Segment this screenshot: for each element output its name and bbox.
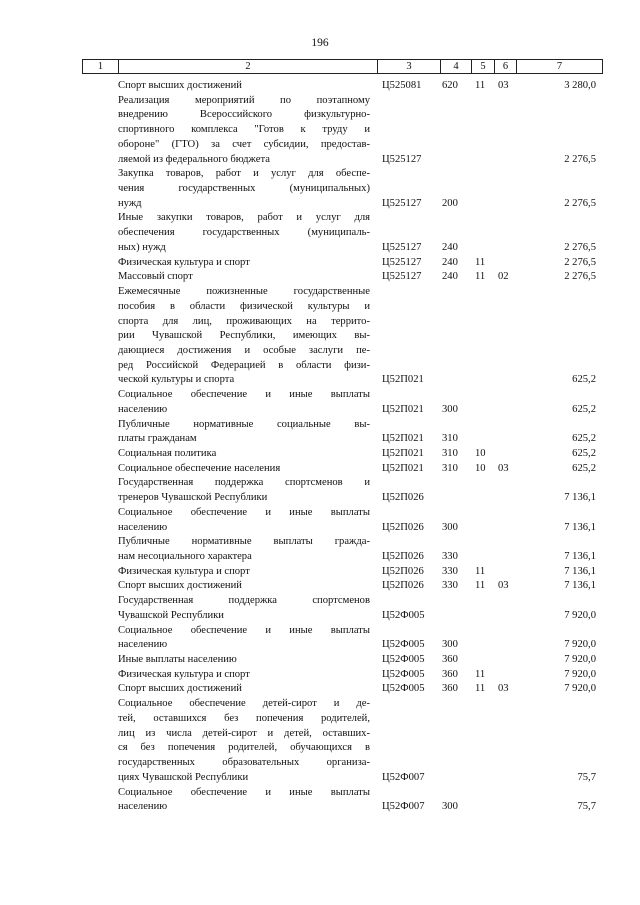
section-code: 10 bbox=[475, 462, 486, 474]
amount: 625,2 bbox=[572, 462, 596, 474]
description-line: ся без попечения родителей, обучающихся в bbox=[118, 742, 370, 754]
row-description bbox=[118, 94, 370, 168]
target-code: Ц52Ф005 bbox=[382, 609, 425, 621]
description-line: Иные закупки товаров, работ и услуг для bbox=[118, 212, 370, 224]
description-line: спортивного комплекса "Готов к труду и bbox=[118, 124, 370, 136]
row-description bbox=[118, 256, 370, 271]
description-line: Спорт высших достижений bbox=[118, 683, 242, 695]
description-line: тей, оставшихся без попечения родителей, bbox=[118, 712, 370, 724]
target-code: Ц52П021 bbox=[382, 447, 424, 459]
amount: 2 276,5 bbox=[564, 197, 596, 209]
target-code: Ц52Ф007 bbox=[382, 771, 425, 783]
row-description bbox=[118, 285, 370, 388]
table-row bbox=[82, 462, 602, 477]
amount: 7 920,0 bbox=[564, 683, 596, 695]
target-code: Ц52Ф005 bbox=[382, 668, 425, 680]
description-line: Публичные нормативные социальные вы- bbox=[118, 418, 370, 430]
section-code: 10 bbox=[475, 447, 486, 459]
description-line: Социальное обеспечение и иные выплаты bbox=[118, 506, 370, 518]
row-description bbox=[118, 270, 370, 285]
description-line: Физическая культура и спорт bbox=[118, 668, 250, 680]
table-row bbox=[82, 653, 602, 668]
row-description bbox=[118, 565, 370, 580]
table-row bbox=[82, 270, 602, 285]
description-line: населению bbox=[118, 801, 168, 813]
table-row bbox=[82, 786, 602, 815]
table-row bbox=[82, 668, 602, 683]
target-code: Ц52П021 bbox=[382, 374, 424, 386]
amount: 7 920,0 bbox=[564, 609, 596, 621]
expense-type: 310 bbox=[442, 447, 458, 459]
amount: 7 136,1 bbox=[564, 565, 596, 577]
description-line: ляемой из федерального бюджета bbox=[118, 153, 270, 165]
row-description bbox=[118, 682, 370, 697]
amount: 7 136,1 bbox=[564, 580, 596, 592]
target-code: Ц52П021 bbox=[382, 462, 424, 474]
amount: 7 136,1 bbox=[564, 492, 596, 504]
expense-type: 330 bbox=[442, 580, 458, 592]
expense-type: 300 bbox=[442, 801, 458, 813]
amount: 625,2 bbox=[572, 374, 596, 386]
description-line: Физическая культура и спорт bbox=[118, 256, 250, 268]
table-row bbox=[82, 697, 602, 785]
description-line: ных) нужд bbox=[118, 241, 166, 253]
expense-type: 330 bbox=[442, 551, 458, 562]
row-description bbox=[118, 462, 370, 477]
expense-type: 330 bbox=[442, 565, 458, 577]
description-line: населению bbox=[118, 639, 168, 651]
description-line: ческой культуры и спорта bbox=[118, 374, 235, 386]
section-code: 11 bbox=[475, 256, 486, 268]
column-header: 7 bbox=[517, 60, 603, 74]
row-description bbox=[118, 167, 370, 211]
table-row bbox=[82, 418, 602, 447]
description-line: Физическая культура и спорт bbox=[118, 565, 250, 577]
expense-type: 310 bbox=[442, 433, 458, 445]
target-code: Ц52П026 bbox=[382, 580, 424, 592]
description-line: циях Чувашской Республики bbox=[118, 771, 249, 783]
description-line: Реализация мероприятий по поэтапному bbox=[118, 94, 370, 106]
expense-type: 360 bbox=[442, 654, 458, 666]
expense-type: 240 bbox=[442, 271, 458, 283]
subsection-code: 03 bbox=[498, 80, 509, 91]
subsection-code: 02 bbox=[498, 271, 509, 283]
table-row bbox=[82, 579, 602, 594]
column-header-row bbox=[83, 60, 603, 74]
description-line: населению bbox=[118, 521, 168, 533]
description-line: Социальное обеспечение и иные выплаты bbox=[118, 786, 370, 798]
section-code: 11 bbox=[475, 668, 486, 680]
target-code: Ц525127 bbox=[382, 241, 422, 253]
amount: 7 136,1 bbox=[564, 551, 596, 562]
budget-table-body bbox=[82, 79, 602, 815]
row-description bbox=[118, 624, 370, 653]
column-header: 3 bbox=[378, 60, 441, 74]
target-code: Ц52П021 bbox=[382, 403, 424, 415]
description-line: нам несоциального характера bbox=[118, 551, 252, 562]
description-line: лиц из числа детей-сирот и детей, оставших- bbox=[118, 727, 370, 739]
target-code: Ц52П026 bbox=[382, 521, 424, 533]
amount: 3 280,0 bbox=[564, 80, 596, 91]
description-line: Закупка товаров, работ и услуг для обеспе- bbox=[118, 168, 370, 180]
amount: 2 276,5 bbox=[564, 153, 596, 165]
description-line: Спорт высших достижений bbox=[118, 80, 242, 91]
amount: 7 136,1 bbox=[564, 521, 596, 533]
target-code: Ц52П026 bbox=[382, 551, 424, 562]
target-code: Ц52Ф005 bbox=[382, 683, 425, 695]
description-line: Социальное обеспечение детей-сирот и де- bbox=[118, 698, 370, 710]
column-header: 6 bbox=[495, 60, 517, 74]
expense-type: 300 bbox=[442, 639, 458, 651]
expense-type: 620 bbox=[442, 80, 458, 91]
expense-type: 310 bbox=[442, 462, 458, 474]
description-line: Государственная поддержка спортсменов bbox=[118, 595, 370, 607]
table-row bbox=[82, 94, 602, 168]
description-line: Спорт высших достижений bbox=[118, 580, 242, 592]
table-row bbox=[82, 476, 602, 505]
column-header: 1 bbox=[83, 60, 119, 74]
table-row bbox=[82, 624, 602, 653]
description-line: тренеров Чувашской Республики bbox=[118, 492, 268, 504]
target-code: Ц52Ф007 bbox=[382, 801, 425, 813]
row-description bbox=[118, 579, 370, 594]
target-code: Ц525127 bbox=[382, 256, 422, 268]
amount: 7 920,0 bbox=[564, 668, 596, 680]
section-code: 11 bbox=[475, 683, 486, 695]
description-line: Социальное обеспечение населения bbox=[118, 462, 281, 474]
description-line: платы гражданам bbox=[118, 433, 197, 445]
column-header: 5 bbox=[472, 60, 495, 74]
description-line: Социальная политика bbox=[118, 447, 217, 459]
row-description bbox=[118, 535, 370, 564]
description-line: обороне" (ГТО) за счет субсидии, предостав- bbox=[118, 138, 370, 150]
subsection-code: 03 bbox=[498, 683, 509, 695]
table-row bbox=[82, 447, 602, 462]
section-code: 11 bbox=[475, 580, 486, 592]
amount: 75,7 bbox=[577, 801, 596, 813]
expense-type: 360 bbox=[442, 683, 458, 695]
amount: 625,2 bbox=[572, 447, 596, 459]
description-line: Публичные нормативные выплаты гражда- bbox=[118, 536, 370, 548]
description-line: спорта для лиц, проживающих на террито- bbox=[118, 315, 370, 327]
row-description bbox=[118, 506, 370, 535]
column-header: 4 bbox=[441, 60, 472, 74]
table-row bbox=[82, 256, 602, 271]
row-description bbox=[118, 786, 370, 815]
row-description bbox=[118, 697, 370, 785]
target-code: Ц52П021 bbox=[382, 433, 424, 445]
table-row bbox=[82, 594, 602, 623]
table-row bbox=[82, 79, 602, 94]
table-row bbox=[82, 535, 602, 564]
page-number: 196 bbox=[311, 37, 329, 49]
column-header-table bbox=[82, 59, 603, 74]
amount: 75,7 bbox=[577, 771, 596, 783]
section-code: 11 bbox=[475, 80, 486, 91]
description-line: обеспечения государственных (муниципаль- bbox=[118, 227, 370, 239]
expense-type: 300 bbox=[442, 403, 458, 415]
table-row bbox=[82, 167, 602, 211]
target-code: Ц52П026 bbox=[382, 565, 424, 577]
description-line: Чувашской Республики bbox=[118, 609, 224, 621]
amount: 2 276,5 bbox=[564, 241, 596, 253]
table-row bbox=[82, 682, 602, 697]
subsection-code: 03 bbox=[498, 580, 509, 592]
amount: 2 276,5 bbox=[564, 256, 596, 268]
table-row bbox=[82, 388, 602, 417]
description-line: Иные выплаты населению bbox=[118, 654, 237, 666]
description-line: дающиеся достижения и особые заслуги пе- bbox=[118, 344, 370, 356]
target-code: Ц525127 bbox=[382, 271, 422, 283]
description-line: Массовый спорт bbox=[118, 271, 193, 283]
row-description bbox=[118, 447, 370, 462]
table-row bbox=[82, 506, 602, 535]
column-header: 2 bbox=[119, 60, 378, 74]
amount: 625,2 bbox=[572, 403, 596, 415]
table-row bbox=[82, 211, 602, 255]
expense-type: 200 bbox=[442, 197, 458, 209]
target-code: Ц525127 bbox=[382, 197, 422, 209]
expense-type: 360 bbox=[442, 668, 458, 680]
section-code: 11 bbox=[475, 565, 486, 577]
amount: 7 920,0 bbox=[564, 639, 596, 651]
row-description bbox=[118, 388, 370, 417]
target-code: Ц52Ф005 bbox=[382, 639, 425, 651]
row-description bbox=[118, 79, 370, 94]
amount: 625,2 bbox=[572, 433, 596, 445]
description-line: государственных образовательных организа- bbox=[118, 757, 370, 769]
description-line: населению bbox=[118, 403, 168, 415]
target-code: Ц52Ф005 bbox=[382, 654, 425, 666]
target-code: Ц525127 bbox=[382, 153, 422, 165]
expense-type: 240 bbox=[442, 256, 458, 268]
description-line: нужд bbox=[118, 197, 142, 209]
description-line: Ежемесячные пожизненные государственные bbox=[118, 286, 370, 298]
row-description bbox=[118, 668, 370, 683]
row-description bbox=[118, 418, 370, 447]
target-code: Ц525081 bbox=[382, 80, 422, 91]
subsection-code: 03 bbox=[498, 462, 509, 474]
description-line: рии Чувашской Республики, имеющих вы- bbox=[118, 330, 370, 342]
amount: 2 276,5 bbox=[564, 271, 596, 283]
table-row bbox=[82, 285, 602, 388]
description-line: Государственная поддержка спортсменов и bbox=[118, 477, 370, 489]
description-line: ред Российской Федерацией в области физи- bbox=[118, 359, 370, 371]
section-code: 11 bbox=[475, 271, 486, 283]
description-line: Социальное обеспечение и иные выплаты bbox=[118, 624, 370, 636]
row-description bbox=[118, 594, 370, 623]
amount: 7 920,0 bbox=[564, 654, 596, 666]
description-line: Социальное обеспечение и иные выплаты bbox=[118, 389, 370, 401]
row-description bbox=[118, 211, 370, 255]
target-code: Ц52П026 bbox=[382, 492, 424, 504]
expense-type: 240 bbox=[442, 241, 458, 253]
description-line: пособия в области физической культуры и bbox=[118, 300, 370, 312]
table-row bbox=[82, 565, 602, 580]
description-line: чения государственных (муниципальных) bbox=[118, 183, 370, 195]
description-line: внедрению Всероссийского физкультурно- bbox=[118, 109, 370, 121]
row-description bbox=[118, 476, 370, 505]
row-description bbox=[118, 653, 370, 668]
expense-type: 300 bbox=[442, 521, 458, 533]
